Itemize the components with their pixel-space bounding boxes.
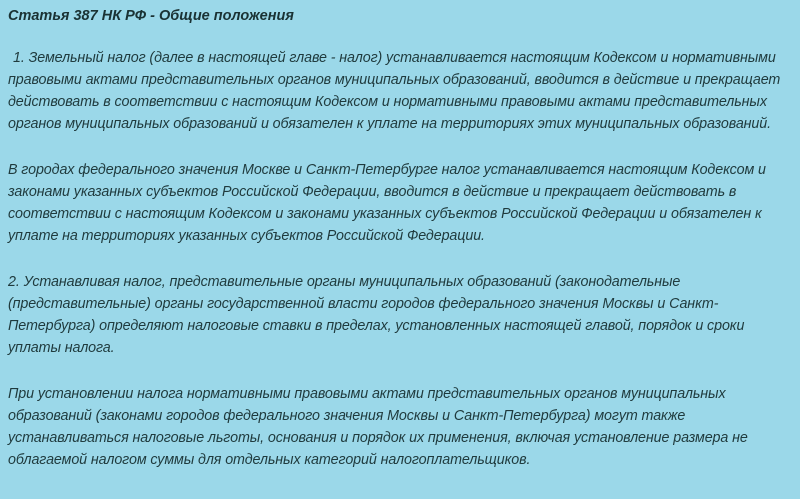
paragraph-3: 2. Устанавливая налог, представительные органы муниципальных образований (законодательные (представительные) органы государственной власти городов федерального значения Москвы и Санкт-Петербурга) определяют налоговые ставки в пределах, установленных настоящей главой, порядок и сроки уплаты налога. [8, 274, 745, 356]
paragraph-2: В городах федерального значения Москве и Санкт-Петербурге налог устанавливается настоящим Кодексом и законами указанных субъектов Российской Федерации, вводится в действие и прекращает действовать в соответствии с настоящим Кодексом и законами указанных субъектов Российской Федерации и обязателен к уплате на территориях указанных субъектов Российской Федерации. [8, 162, 766, 244]
article-title: Статья 387 НК РФ - Общие положения [8, 8, 294, 24]
paragraph-4: При установлении налога нормативными правовыми актами представительных органов муниципальных образований (законами городов федерального значения Москвы и Санкт-Петербурга) могут также устанавливаться налоговые льготы, основания и порядок их применения, включая установление размера не облагаемой налогом суммы для отдельных категорий налогоплательщиков. [8, 386, 748, 468]
paragraph-1: 1. Земельный налог (далее в настоящей главе - налог) устанавливается настоящим Кодексом и нормативными правовыми актами представительных органов муниципальных образований, вводится в действие и прекращает действовать в соответствии с настоящим Кодексом и нормативными правовыми актами представительных органов муниципальных образований и обязателен к уплате на территориях этих муниципальных образований. [8, 50, 781, 132]
